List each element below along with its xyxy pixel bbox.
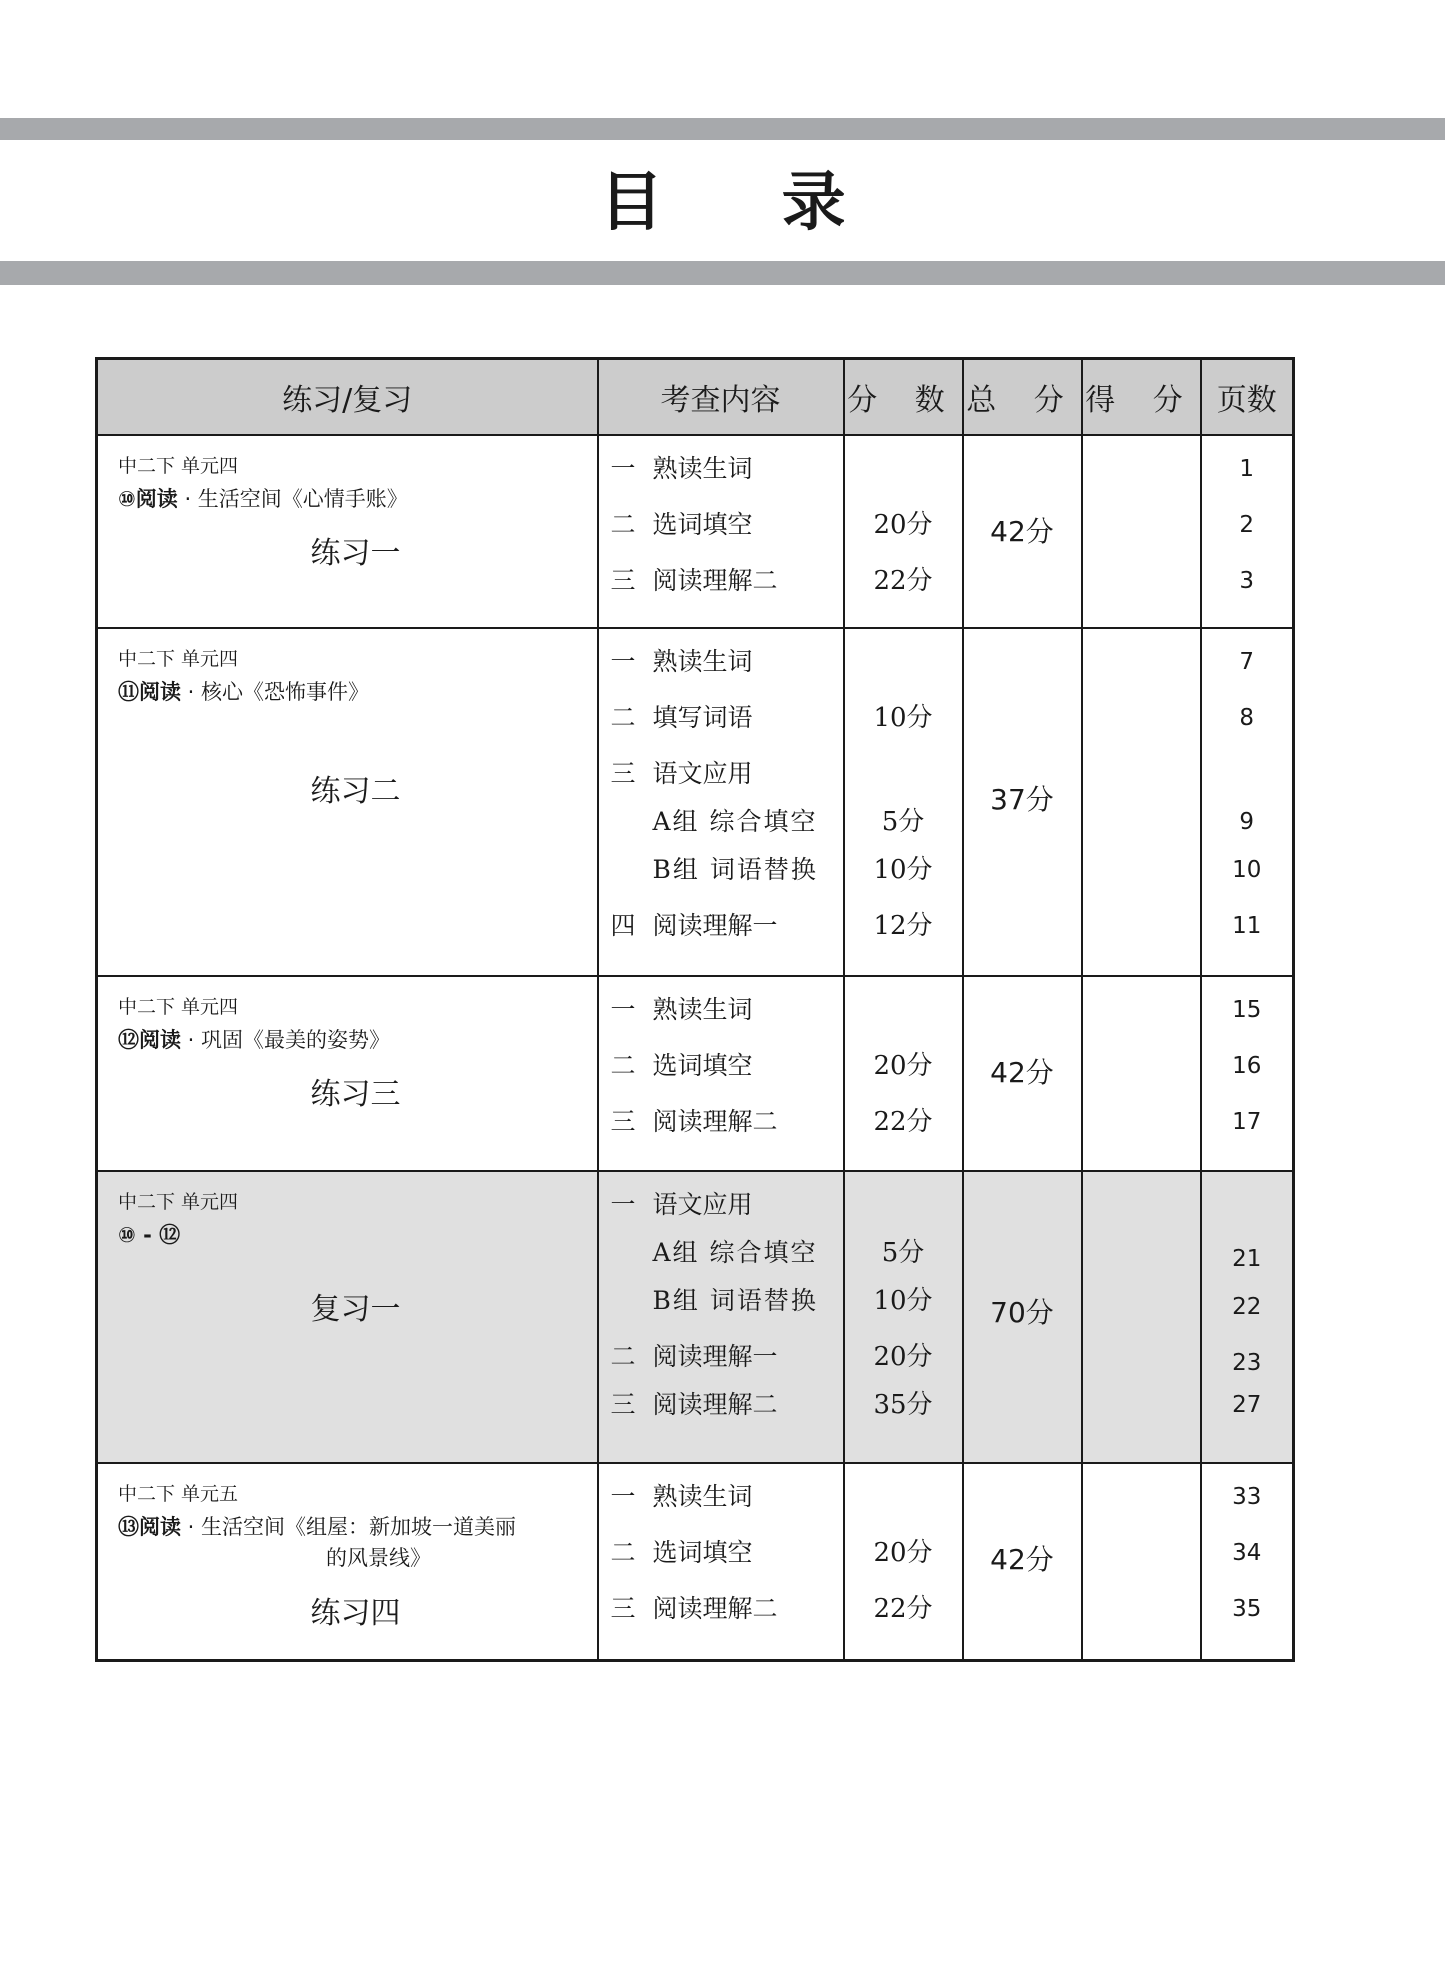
item-label: 阅读理解一: [652, 911, 778, 940]
header-earned: 得 分: [1082, 359, 1201, 436]
total-score: 42分: [990, 1056, 1054, 1089]
page-number: 16: [1232, 1053, 1262, 1079]
item-number: 一: [610, 1482, 636, 1511]
content-block: [599, 436, 843, 627]
score-cell: [844, 1171, 963, 1463]
page-number: 7: [1239, 649, 1255, 675]
header-row: [97, 359, 1294, 436]
content-item: [611, 1594, 778, 1624]
item-score: 5分: [881, 1238, 925, 1268]
header-content: 考查内容: [598, 359, 844, 436]
item-label: 选词填空: [652, 1538, 753, 1567]
content-cell: [598, 628, 844, 976]
total-block: [964, 1172, 1081, 1462]
content-block: [599, 1172, 843, 1462]
page-cell: [1201, 1463, 1294, 1661]
lesson-section: · 生活空间: [177, 487, 282, 511]
item-label: 熟读生词: [652, 454, 753, 483]
earned-cell: [1082, 628, 1201, 976]
page-number: 9: [1239, 809, 1255, 835]
lesson-line: [118, 1221, 180, 1249]
item-score: 20分: [873, 1342, 933, 1372]
header-exercise: 练习/复习: [97, 359, 598, 436]
exercise-name: 练习二: [310, 774, 401, 809]
content-cell: [598, 435, 844, 628]
unit-label: 中二下 单元四: [118, 648, 239, 670]
lesson-line: [118, 678, 369, 706]
header-page: 页数: [1201, 359, 1294, 436]
exercise-name: 复习一: [310, 1292, 401, 1327]
item-number: 三: [610, 759, 636, 788]
item-score: 22分: [873, 1107, 933, 1137]
exercise-block: [98, 436, 597, 627]
item-score: 5分: [881, 807, 925, 837]
lesson-kind: 阅读: [139, 1515, 181, 1539]
page-number: 22: [1232, 1294, 1262, 1320]
total-cell: [963, 976, 1082, 1171]
page-number: 10: [1232, 857, 1262, 883]
exercise-cell: [97, 976, 598, 1171]
content-cell: [598, 976, 844, 1171]
item-number: 一: [610, 1190, 636, 1219]
earned-cell: [1082, 1463, 1201, 1661]
item-label: 阅读理解二: [652, 1390, 778, 1419]
content-item: [611, 911, 778, 941]
exercise-cell: [97, 1171, 598, 1463]
total-block: [964, 436, 1081, 627]
content-item: [611, 1538, 753, 1568]
item-label: 熟读生词: [652, 1482, 753, 1511]
item-number: 一: [610, 647, 636, 676]
item-score: 22分: [873, 1594, 933, 1624]
unit-label: 中二下 单元五: [118, 1483, 239, 1505]
content-item: [611, 647, 753, 677]
header-total: 总 分: [963, 359, 1082, 436]
score-block: [845, 436, 962, 627]
lesson-line: [118, 485, 408, 513]
item-number: 二: [610, 703, 636, 732]
page-title: 目 录: [599, 166, 894, 240]
total-cell: [963, 435, 1082, 628]
page-number: 21: [1232, 1246, 1262, 1272]
content-item: [611, 1190, 753, 1220]
item-label: 阅读理解二: [652, 1594, 778, 1623]
exercise-block: [98, 1172, 597, 1462]
page-number: 11: [1232, 913, 1262, 939]
total-cell: [963, 1463, 1082, 1661]
item-number: 三: [610, 1594, 636, 1623]
lesson-number: ⑩: [118, 487, 136, 511]
score-block: [845, 629, 962, 975]
lesson-title: 《最美的姿势》: [243, 1028, 391, 1052]
lesson-number: ⑬: [118, 1515, 139, 1539]
page-number: 35: [1232, 1596, 1262, 1622]
item-number: 三: [610, 1390, 636, 1419]
item-label: 填写词语: [652, 703, 753, 732]
lesson-kind: 阅读: [139, 1028, 181, 1052]
table-row: [97, 435, 1294, 628]
unit-label: 中二下 单元四: [118, 455, 239, 477]
page-cell: [1201, 628, 1294, 976]
table-row: [97, 976, 1294, 1171]
item-score: 10分: [873, 1286, 933, 1316]
content-item: [611, 995, 753, 1025]
item-score: 20分: [873, 1051, 933, 1081]
total-cell: [963, 628, 1082, 976]
score-block: [845, 977, 962, 1170]
lesson-number: ⑩ - ⑫: [118, 1223, 181, 1247]
table-row: [97, 1463, 1294, 1661]
lesson-title-continued: 的风景线》: [326, 1546, 431, 1570]
page-number: 8: [1239, 705, 1255, 731]
content-item: [611, 1482, 753, 1512]
item-label: 选词填空: [652, 510, 753, 539]
item-number: 二: [610, 1342, 636, 1371]
lesson-section: · 巩固: [181, 1028, 244, 1052]
item-label: 阅读理解二: [652, 1107, 778, 1136]
item-label: A组 综合填空: [652, 807, 818, 836]
exercise-name: 练习四: [310, 1596, 401, 1631]
unit-label: 中二下 单元四: [118, 996, 239, 1018]
page-number: 3: [1239, 568, 1255, 594]
item-label: 选词填空: [652, 1051, 753, 1080]
lesson-section: · 生活空间: [181, 1515, 286, 1539]
content-block: [599, 629, 843, 975]
content-item: [611, 510, 753, 540]
lesson-section: · 核心: [181, 680, 244, 704]
exercise-cell: [97, 435, 598, 628]
page-block: [1202, 1172, 1293, 1462]
lesson-title: 《组屋：新加坡一道美丽: [285, 1515, 517, 1539]
earned-cell: [1082, 976, 1201, 1171]
page-number: 33: [1232, 1484, 1262, 1510]
item-score: 20分: [873, 1538, 933, 1568]
exercise-name: 练习一: [310, 536, 401, 571]
table-row: [97, 1171, 1294, 1463]
item-score: 22分: [873, 566, 933, 596]
page-block: [1202, 436, 1293, 627]
earned-cell: [1082, 435, 1201, 628]
total-cell: [963, 1171, 1082, 1463]
exercise-block: [98, 977, 597, 1170]
score-cell: [844, 435, 963, 628]
header-score: 分 数: [844, 359, 963, 436]
item-label: 熟读生词: [652, 995, 753, 1024]
item-score: 12分: [873, 911, 933, 941]
page-number: 1: [1239, 456, 1255, 482]
page-number: 27: [1232, 1392, 1262, 1418]
total-block: [964, 977, 1081, 1170]
page-number: 2: [1239, 512, 1255, 538]
table-row: [97, 628, 1294, 976]
item-label: 语文应用: [652, 1190, 753, 1219]
item-label: 阅读理解二: [652, 566, 778, 595]
score-block: [845, 1464, 962, 1659]
content-item: [611, 1107, 778, 1137]
page-block: [1202, 977, 1293, 1170]
item-score: 35分: [873, 1390, 933, 1420]
lesson-line: [118, 1026, 390, 1054]
item-label: 语文应用: [652, 759, 753, 788]
item-number: 四: [610, 911, 636, 940]
item-label: 阅读理解一: [652, 1342, 778, 1371]
content-item: [611, 566, 778, 596]
page-cell: [1201, 1171, 1294, 1463]
exercise-name: 练习三: [310, 1077, 401, 1112]
item-label: B组 词语替换: [652, 855, 818, 884]
lesson-number: ⑫: [118, 1028, 139, 1052]
total-score: 42分: [990, 515, 1054, 548]
content-item: [653, 855, 818, 885]
content-item: [611, 454, 753, 484]
total-block: [964, 1464, 1081, 1659]
content-item: [653, 1286, 818, 1316]
exercise-block: [98, 629, 597, 975]
total-score: 70分: [990, 1296, 1054, 1329]
page-number: 34: [1232, 1540, 1262, 1566]
top-band: [0, 118, 1445, 140]
content-item: [611, 703, 753, 733]
item-number: 三: [610, 1107, 636, 1136]
exercise-block: [98, 1464, 597, 1659]
content-item: [611, 1051, 753, 1081]
lesson-kind: 阅读: [139, 680, 181, 704]
page-number: 23: [1232, 1350, 1262, 1376]
total-score: 37分: [990, 783, 1054, 816]
item-number: 三: [610, 566, 636, 595]
contents-table: [95, 357, 1295, 1662]
item-score: 20分: [873, 510, 933, 540]
page-block: [1202, 629, 1293, 975]
lesson-title: 《心情手账》: [281, 487, 408, 511]
item-number: 二: [610, 1538, 636, 1567]
score-cell: [844, 976, 963, 1171]
page-number: 15: [1232, 997, 1262, 1023]
item-label: A组 综合填空: [652, 1238, 818, 1267]
score-block: [845, 1172, 962, 1462]
bottom-band: [0, 261, 1445, 285]
score-cell: [844, 628, 963, 976]
content-block: [599, 1464, 843, 1659]
page-number: 17: [1232, 1109, 1262, 1135]
lesson-line: [118, 1513, 516, 1541]
item-number: 一: [610, 995, 636, 1024]
lesson-title: 《恐怖事件》: [243, 680, 370, 704]
earned-cell: [1082, 1171, 1201, 1463]
content-item: [611, 1390, 778, 1420]
content-cell: [598, 1463, 844, 1661]
item-number: 二: [610, 510, 636, 539]
item-label: B组 词语替换: [652, 1286, 818, 1315]
item-number: 二: [610, 1051, 636, 1080]
unit-label: 中二下 单元四: [118, 1191, 239, 1213]
exercise-cell: [97, 1463, 598, 1661]
total-score: 42分: [990, 1543, 1054, 1576]
content-item: [611, 1342, 778, 1372]
page-cell: [1201, 435, 1294, 628]
page-block: [1202, 1464, 1293, 1659]
lesson-number: ⑪: [118, 680, 139, 704]
lesson-kind: 阅读: [135, 487, 178, 511]
content-block: [599, 977, 843, 1170]
score-cell: [844, 1463, 963, 1661]
content-item: [653, 807, 818, 837]
item-label: 熟读生词: [652, 647, 753, 676]
item-number: 一: [610, 454, 636, 483]
page-cell: [1201, 976, 1294, 1171]
content-item: [653, 1238, 818, 1268]
item-score: 10分: [873, 855, 933, 885]
content-cell: [598, 1171, 844, 1463]
content-item: [611, 759, 753, 789]
exercise-cell: [97, 628, 598, 976]
total-block: [964, 629, 1081, 975]
item-score: 10分: [873, 703, 933, 733]
